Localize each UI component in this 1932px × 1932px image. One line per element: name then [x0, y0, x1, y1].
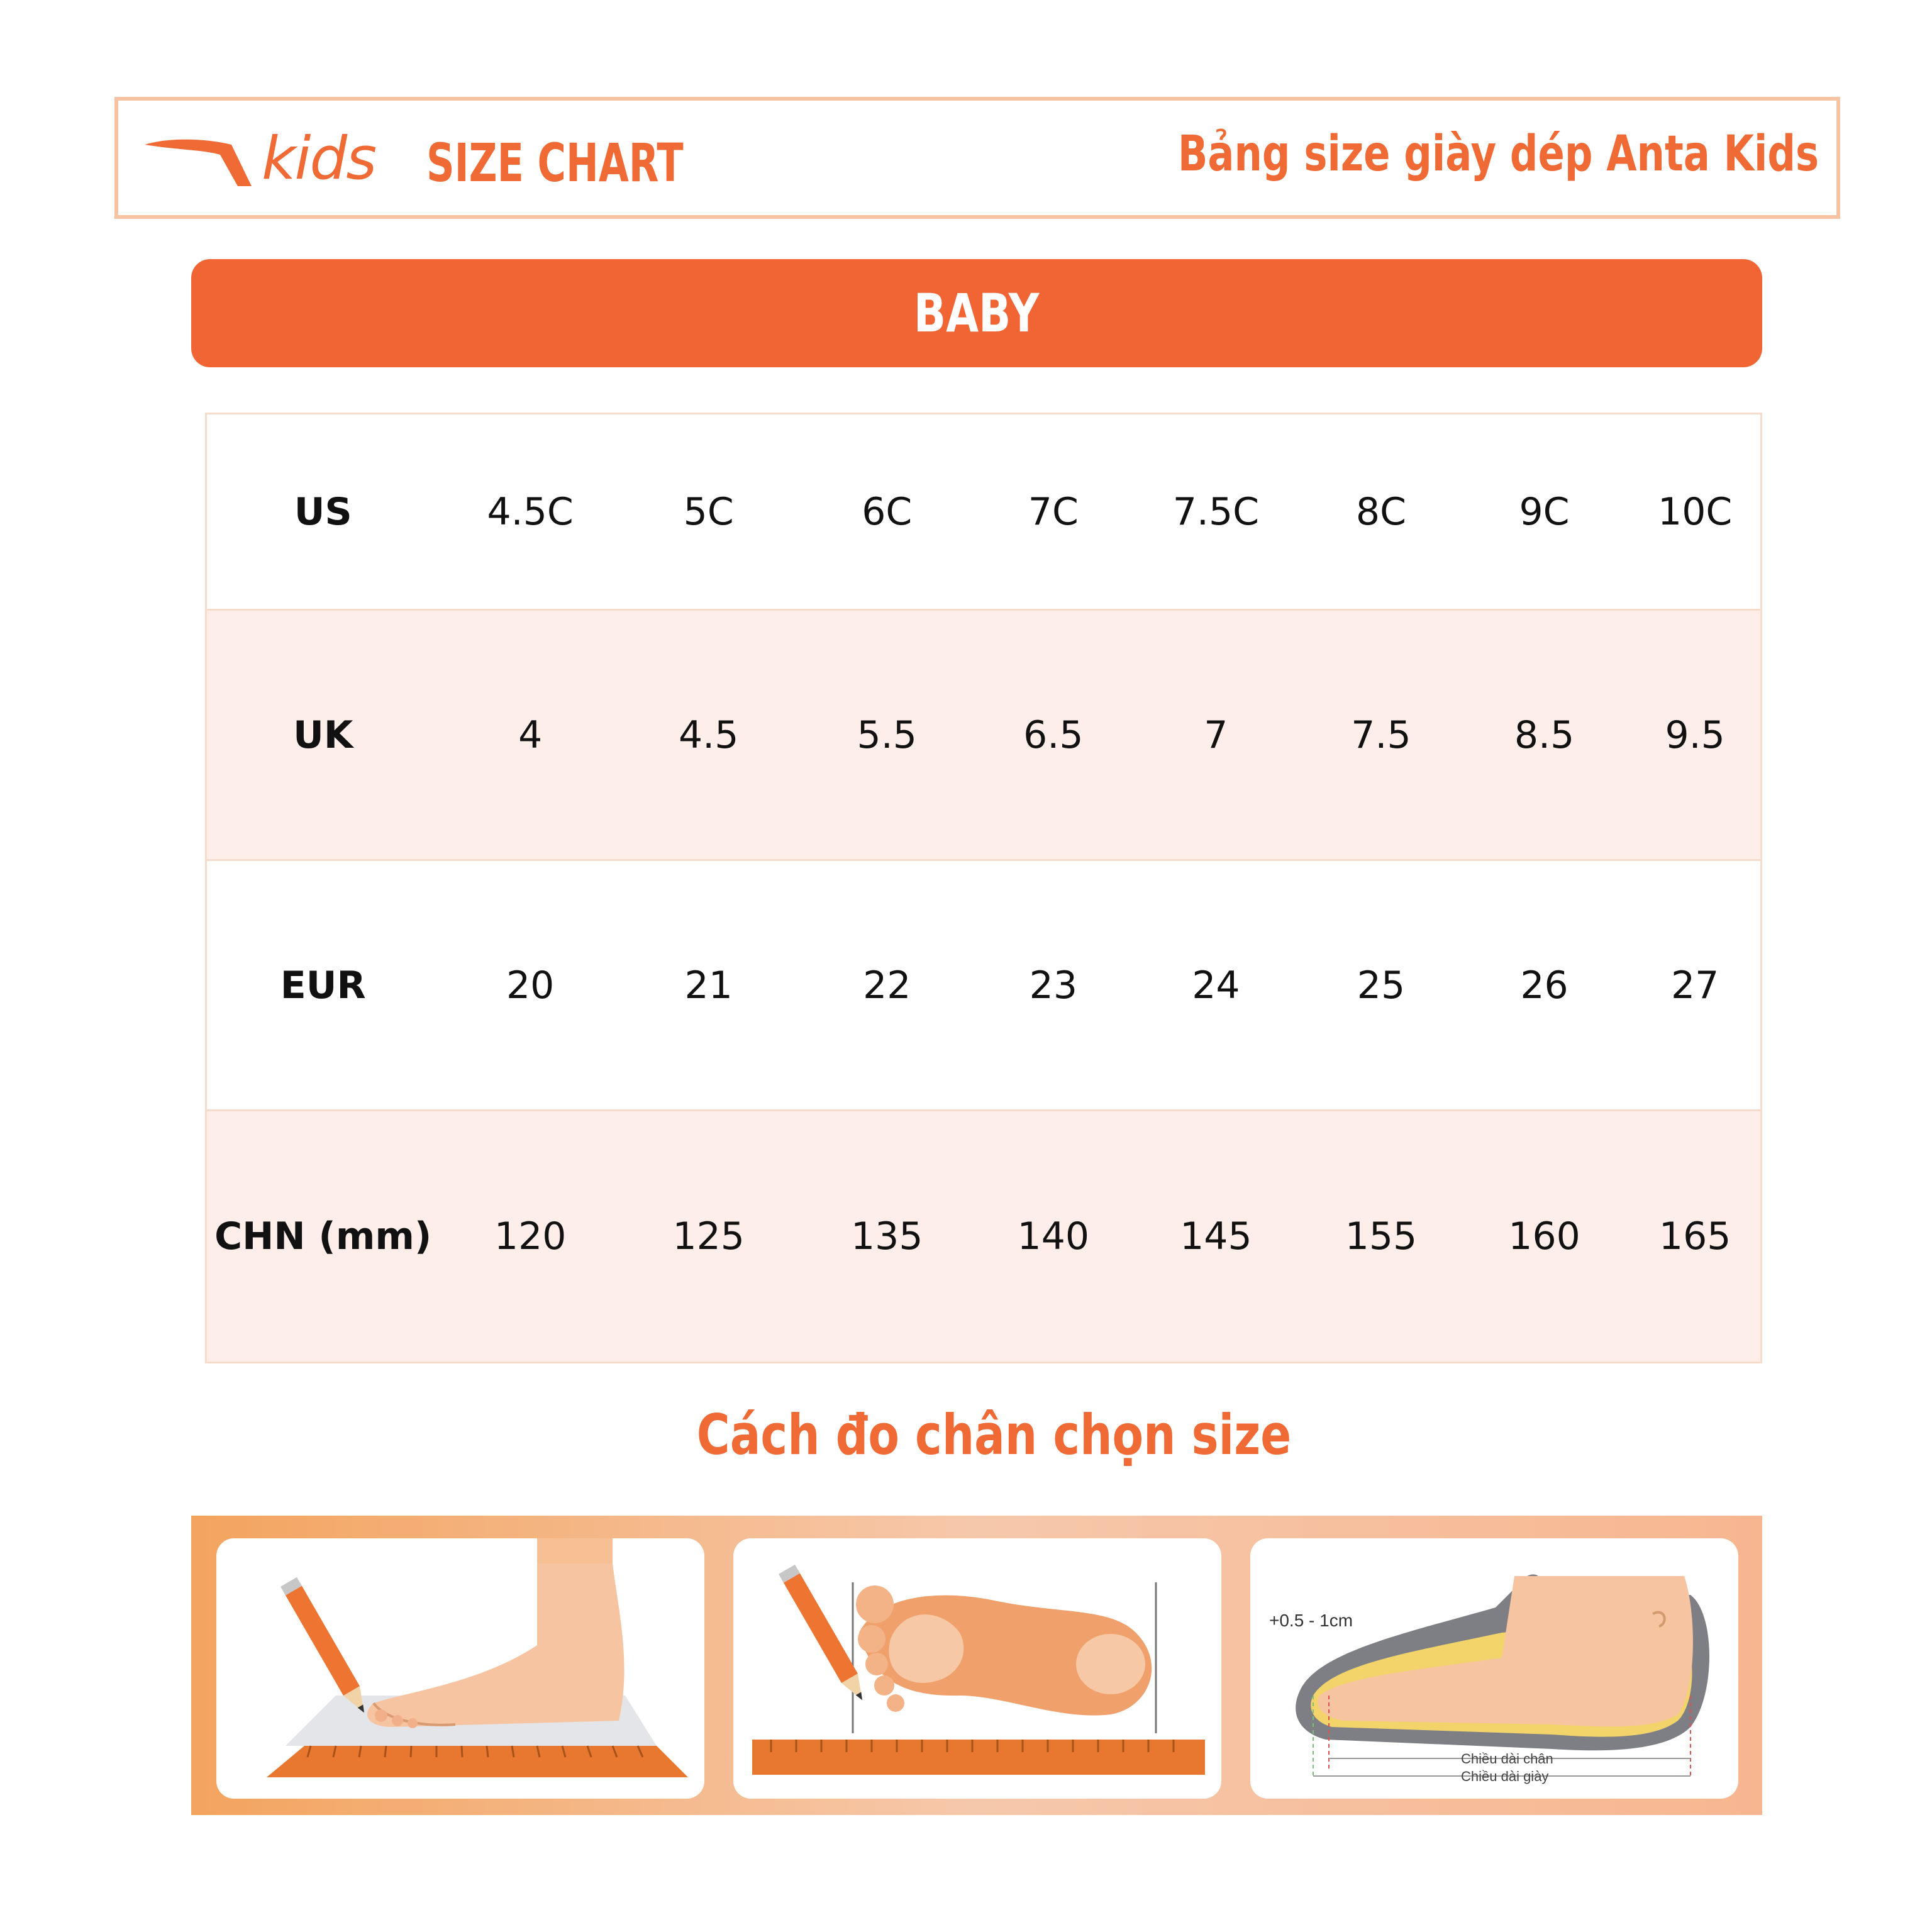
page-subtitle: Bảng size giày dép Anta Kids: [1177, 126, 1819, 182]
size-cell: 140: [1017, 1214, 1090, 1258]
section-label: BABY: [914, 282, 1040, 344]
size-cell: 8.5: [1514, 713, 1575, 757]
size-cell: 21: [684, 963, 733, 1008]
section-banner: [191, 259, 1762, 367]
size-cell: 7: [1204, 713, 1228, 757]
tolerance-label: +0.5 - 1cm: [1269, 1611, 1353, 1630]
row-label: EUR: [280, 963, 366, 1008]
size-cell: 20: [506, 963, 555, 1008]
size-cell: 26: [1520, 963, 1568, 1008]
anta-logo-icon: [143, 136, 253, 189]
size-cell: 5C: [683, 489, 734, 534]
logo-text: kids: [262, 125, 376, 193]
size-row-uk: [207, 611, 1760, 861]
size-cell: 135: [850, 1214, 923, 1258]
row-label: CHN (mm): [214, 1214, 432, 1258]
size-cell: 125: [672, 1214, 745, 1258]
size-cell: 7C: [1028, 489, 1079, 534]
foot-on-paper-illustration: [216, 1538, 704, 1799]
size-cell: 4.5C: [487, 489, 574, 534]
size-cell: 23: [1029, 963, 1077, 1008]
size-cell: 165: [1658, 1214, 1731, 1258]
size-cell: 8C: [1355, 489, 1406, 534]
size-cell: 9.5: [1665, 713, 1725, 757]
step-3-card: [1250, 1538, 1738, 1799]
size-cell: 4.5: [679, 713, 739, 757]
size-cell: 24: [1192, 963, 1240, 1008]
size-cell: 27: [1670, 963, 1719, 1008]
header-box: [114, 97, 1840, 219]
size-cell: 6C: [862, 489, 913, 534]
size-cell: 10C: [1658, 489, 1733, 534]
size-cell: 6.5: [1023, 713, 1084, 757]
size-cell: 155: [1345, 1214, 1418, 1258]
size-table: [205, 413, 1762, 1363]
size-cell: 22: [863, 963, 911, 1008]
size-cell: 160: [1508, 1214, 1580, 1258]
step-2-card: [733, 1538, 1221, 1799]
shoe-length-label: Chiều dài giày: [1461, 1768, 1549, 1784]
size-cell: 4: [518, 713, 543, 757]
foot-length-label: Chiều dài chân: [1461, 1751, 1553, 1767]
foot-sole-ruler-illustration: [733, 1538, 1221, 1799]
measure-steps-strip: [191, 1516, 1762, 1815]
row-label: UK: [293, 713, 353, 757]
size-cell: 7.5C: [1172, 489, 1260, 534]
size-cell: 9C: [1519, 489, 1570, 534]
size-cell: 7.5: [1351, 713, 1411, 757]
size-row-chn-mm: [207, 1111, 1760, 1362]
size-row-us: [207, 414, 1760, 611]
size-row-eur: [207, 861, 1760, 1111]
size-cell: 5.5: [857, 713, 917, 757]
row-label: US: [294, 489, 352, 534]
page-title: SIZE CHART: [426, 132, 684, 194]
size-cell: 145: [1180, 1214, 1252, 1258]
howto-title: [0, 1402, 1932, 1467]
foot-in-shoe-illustration: [1250, 1538, 1738, 1799]
howto-title-text: Cách đo chân chọn size: [696, 1402, 1291, 1467]
size-cell: 120: [494, 1214, 567, 1258]
step-1-card: [216, 1538, 704, 1799]
size-cell: 25: [1357, 963, 1406, 1008]
